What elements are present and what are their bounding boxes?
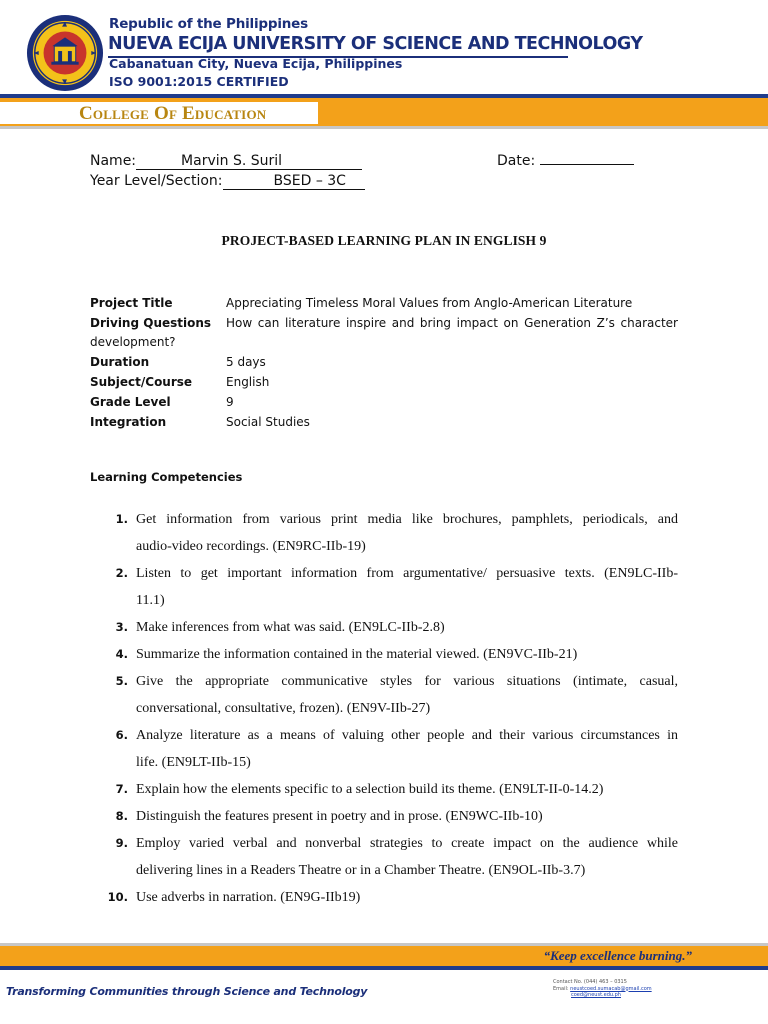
list-item-number: 1. xyxy=(115,512,128,526)
university-seal-icon xyxy=(26,14,104,92)
list-item xyxy=(104,776,678,803)
list-item xyxy=(104,884,678,911)
university-name: NUEVA ECIJA UNIVERSITY OF SCIENCE AND TECHNOLOGY xyxy=(108,34,643,54)
motto: “Keep excellence burning.” xyxy=(543,948,692,963)
detail-value: 9 xyxy=(226,395,234,409)
list-item-text: Use adverbs in narration. (EN9G-IIb19) xyxy=(136,890,361,905)
iso-certification: ISO 9001:2015 CERTIFIED xyxy=(109,74,289,89)
detail-label: Duration xyxy=(90,355,150,369)
list-item xyxy=(104,830,678,884)
detail-row-driving-questions xyxy=(90,313,678,333)
list-item xyxy=(104,641,678,668)
detail-label: Integration xyxy=(90,415,167,429)
year-section-value: BSED – 3C xyxy=(223,174,365,190)
date-label: Date: xyxy=(497,153,536,169)
contact-email-link[interactable]: neustcoed.sumacab@gmail.com xyxy=(570,985,652,992)
name-value: Marvin S. Suril xyxy=(136,154,362,170)
list-item xyxy=(104,614,678,641)
detail-value: Appreciating Timeless Moral Values from Anglo-American Literature xyxy=(226,296,633,310)
detail-value: 5 days xyxy=(226,355,266,369)
list-item xyxy=(104,668,678,722)
list-item-text: Analyze literature as a means of valuing other people and their various circumstances in xyxy=(136,728,678,743)
year-section-label: Year Level/Section: xyxy=(90,173,223,189)
detail-row-subject xyxy=(90,372,678,392)
detail-value: English xyxy=(226,375,270,389)
detail-row-integration xyxy=(90,412,678,432)
name-field xyxy=(90,153,362,170)
list-item-text: Employ varied verbal and nonverbal strategies to create impact on the audience while xyxy=(136,836,678,851)
list-item-text: life. (EN9LT-IIb-15) xyxy=(136,755,251,770)
university-address: Cabanatuan City, Nueva Ecija, Philippines xyxy=(109,56,403,71)
detail-value-continuation: development? xyxy=(90,335,176,349)
footer-blue-band xyxy=(0,966,768,970)
republic-label: Republic of the Philippines xyxy=(109,16,308,32)
list-item-text: Listen to get important information from argumentative/ persuasive texts. (EN9LC-IIb- xyxy=(136,566,678,581)
detail-value: Social Studies xyxy=(226,415,310,429)
list-item-text: Give the appropriate communicative styles for various situations (intimate, casual, xyxy=(136,674,678,689)
detail-row-grade-level xyxy=(90,392,678,412)
list-item-text: delivering lines in a Readers Theatre or in a Chamber Theatre. (EN9OL-IIb-3.7) xyxy=(136,863,586,878)
detail-label: Subject/Course xyxy=(90,375,193,389)
list-item-text: audio-video recordings. (EN9RC-IIb-19) xyxy=(136,539,366,554)
document-title: PROJECT-BASED LEARNING PLAN IN ENGLISH 9 xyxy=(221,233,547,248)
detail-label: Driving Questions xyxy=(90,316,212,330)
date-field xyxy=(497,153,634,169)
detail-row-duration xyxy=(90,352,678,372)
list-item-number: 4. xyxy=(115,647,128,661)
list-item-text: Explain how the elements specific to a selection build its theme. (EN9LT-II-0-14.2) xyxy=(136,782,604,797)
date-value xyxy=(540,164,634,165)
name-label: Name: xyxy=(90,153,137,169)
footer-tagline: Transforming Communities through Science and Technology xyxy=(6,985,368,998)
year-section-field xyxy=(90,173,365,190)
list-item-number: 8. xyxy=(115,809,128,823)
contact-phone: Contact No. (044) 463 – 0315 xyxy=(553,979,627,985)
list-item-number: 7. xyxy=(115,782,128,796)
list-item-text: conversational, consultative, frozen). (EN9V-IIb-27) xyxy=(136,701,431,716)
list-item-number: 9. xyxy=(115,836,128,850)
competencies-heading: Learning Competencies xyxy=(90,470,243,484)
contact-email-link[interactable]: coed@neust.edu.ph xyxy=(571,992,621,998)
list-item-number: 6. xyxy=(115,728,128,742)
list-item-number: 5. xyxy=(115,674,128,688)
list-item-text: Get information from various print media like brochures, pamphlets, periodicals, and xyxy=(136,512,678,527)
contact-email-label: Email: xyxy=(553,985,569,992)
list-item xyxy=(104,803,678,830)
list-item xyxy=(104,506,678,560)
list-item-number: 3. xyxy=(115,620,128,634)
list-item-number: 2. xyxy=(115,566,128,580)
college-name: College Of Education xyxy=(79,103,267,124)
list-item-text: Make inferences from what was said. (EN9LC-IIb-2.8) xyxy=(136,620,445,635)
detail-row-project-title xyxy=(90,293,678,313)
detail-label: Project Title xyxy=(90,296,173,310)
detail-value: How can literature inspire and bring impact on Generation Z’s character xyxy=(226,316,678,330)
detail-label: Grade Level xyxy=(90,395,171,409)
contact-info xyxy=(553,979,652,999)
list-item xyxy=(104,722,678,776)
header-grey-band xyxy=(0,126,768,129)
project-details xyxy=(90,293,678,432)
list-item-text: Distinguish the features present in poetry and in prose. (EN9WC-IIb-10) xyxy=(136,809,543,824)
list-item-text: 11.1) xyxy=(136,593,165,608)
list-item xyxy=(104,560,678,614)
list-item-text: Summarize the information contained in the material viewed. (EN9VC-IIb-21) xyxy=(136,647,578,662)
competencies-list xyxy=(104,506,678,911)
list-item-number: 10. xyxy=(107,890,128,904)
